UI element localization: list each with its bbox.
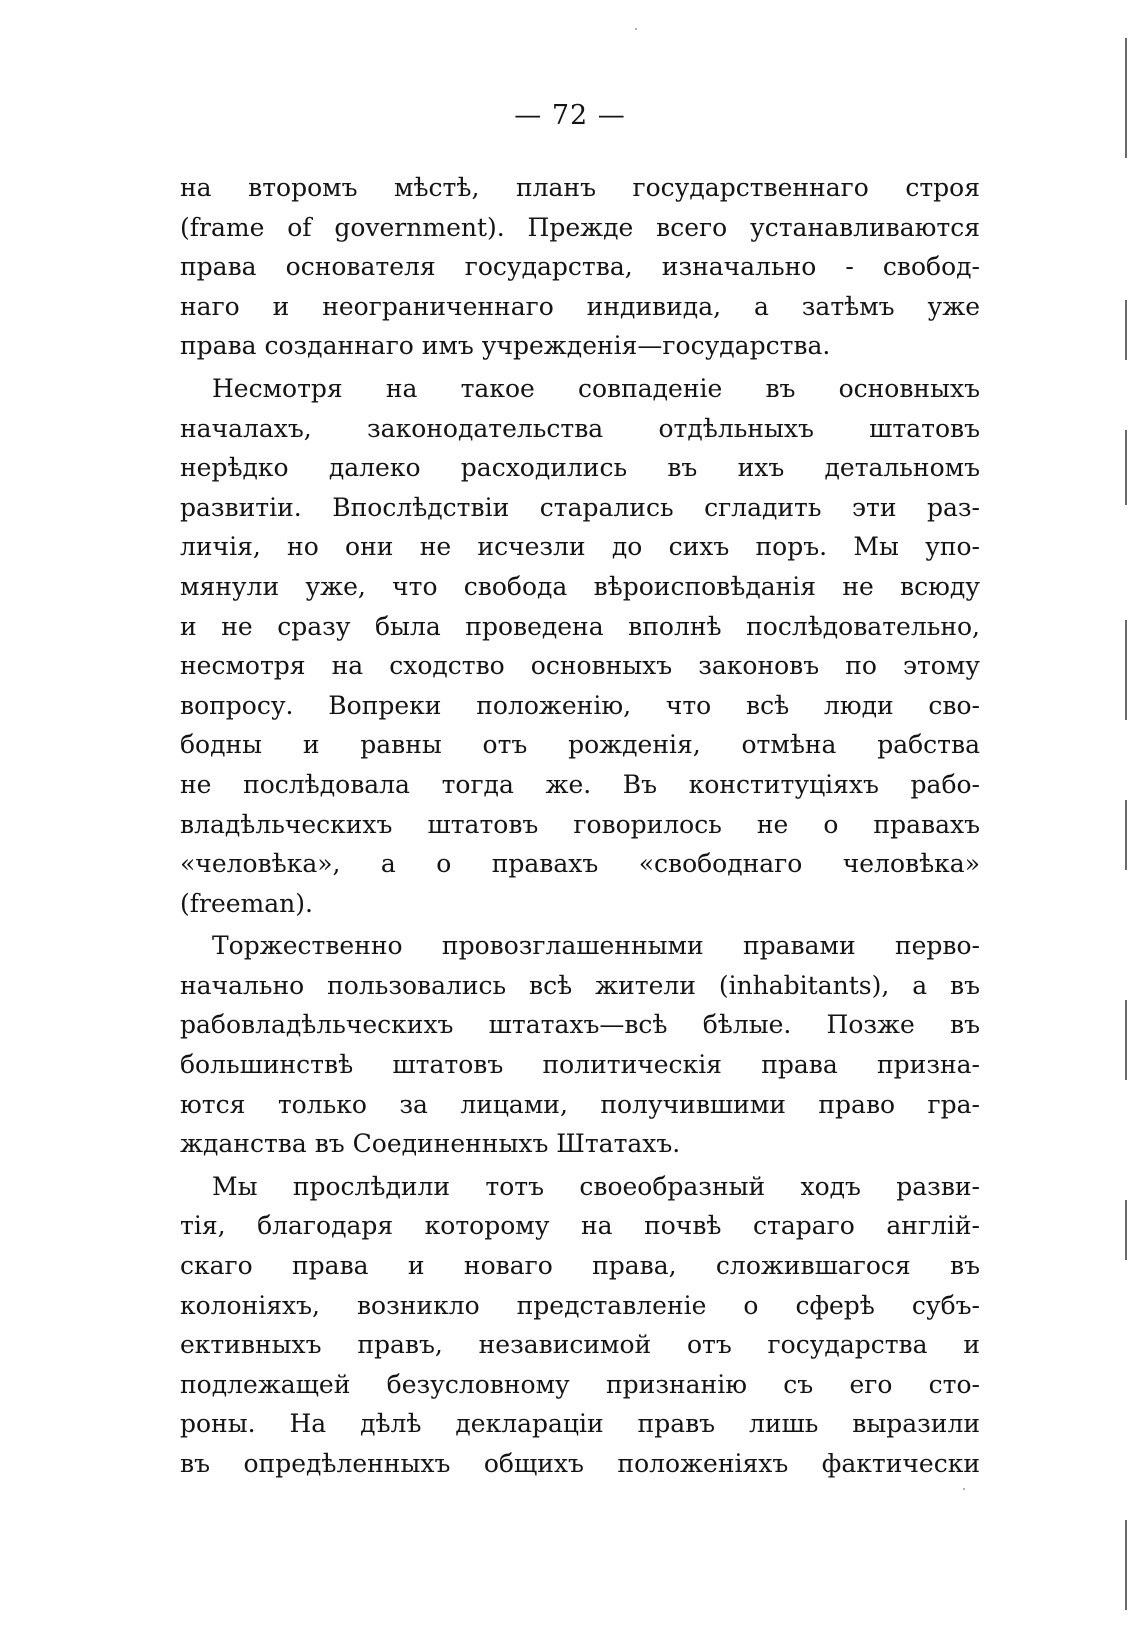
scan-edge-mark (1125, 620, 1127, 720)
text-line: Торжественно провозглашенными правами перво- (212, 931, 980, 961)
text-line: подлежащей безусловному признанію съ его сто- (180, 1369, 980, 1399)
scan-speck (635, 28, 637, 30)
text-line: ективныхъ правъ, независимой отъ государства и (180, 1330, 980, 1360)
scan-edge-mark (1125, 38, 1127, 158)
text-line: (freeman). (180, 888, 313, 918)
scan-edge-mark (1125, 430, 1127, 505)
text-line: въ опредѣленныхъ общихъ положеніяхъ фактически (180, 1449, 980, 1478)
scan-edge-mark (1125, 300, 1127, 360)
text-line: права основателя государства, изначально - свобод- (180, 252, 980, 282)
text-line: бодны и равны отъ рожденія, отмѣна рабства (180, 730, 980, 760)
text-line: роны. На дѣлѣ декларацiи правъ лишь выразили (180, 1409, 980, 1439)
text-line: «человѣка», а о правахъ «свободнаго человѣка» (180, 849, 980, 879)
text-body (180, 168, 980, 1484)
text-line: большинствѣ штатовъ политическія права призна- (180, 1050, 980, 1080)
text-line: тія, благодаря которому на почвѣ стараго англій- (180, 1211, 980, 1241)
text-line: и не сразу была проведена вполнѣ послѣдовательно, (180, 611, 980, 641)
text-line: рабовладѣльческихъ штатахъ—всѣ бѣлые. Позже въ (180, 1010, 980, 1040)
text-line: нерѣдко далеко расходились въ ихъ детальномъ (180, 453, 980, 483)
paragraph-1 (180, 168, 980, 366)
text-line: скаго права и новаго права, сложившагося въ (180, 1251, 980, 1281)
scan-edge-mark (1125, 1200, 1127, 1260)
scan-edge-mark (1125, 1000, 1127, 1080)
text-line: не послѣдовала тогда же. Въ конституціяхъ рабо- (180, 769, 980, 799)
text-line: наго и неограниченнаго индивида, а затѣмъ уже (180, 291, 980, 321)
text-line: ются только за лицами, получившими право гра- (180, 1089, 980, 1119)
text-line: владѣльческихъ штатовъ говорилось не о правахъ (180, 809, 980, 839)
paragraph-4 (180, 1167, 980, 1484)
text-line: (frame of government). Прежде всего устанавливаются (180, 212, 980, 242)
text-line: жданства въ Соединенныхъ Штатахъ. (180, 1129, 681, 1159)
text-line: несмотря на сходство основныхъ законовъ по этому (180, 651, 980, 681)
text-line: права созданнаго имъ учрежденія—государства. (180, 331, 831, 361)
text-line: Несмотря на такое совпаденіе въ основныхъ (212, 373, 980, 403)
paragraph-3 (180, 926, 980, 1164)
scan-edge-mark (1125, 1520, 1127, 1610)
text-line: вопросу. Вопреки положенію, что всѣ люди сво- (180, 690, 980, 720)
scan-edge-mark (1125, 800, 1127, 870)
text-line: колоніяхъ, возникло представленіе о сферѣ субъ- (180, 1290, 980, 1320)
text-line: развитіи. Впослѣдствіи старались сгладить эти раз- (180, 492, 980, 522)
text-line: личія, но они не исчезли до сихъ поръ. Мы упо- (180, 532, 980, 562)
text-line: Мы прослѣдили тотъ своеобразный ходъ разви- (212, 1171, 980, 1201)
text-line: начально пользовались всѣ жители (inhabitants), а въ (180, 970, 980, 1000)
paragraph-2 (180, 369, 980, 923)
scan-speck (963, 1488, 965, 1490)
page-number: — 72 — (514, 100, 626, 131)
text-line: мянули уже, что свобода вѣроисповѣданія не всюду (180, 571, 980, 601)
text-line: на второмъ мѣстѣ, планъ государственнаго строя (180, 173, 980, 202)
text-line: началахъ, законодательства отдѣльныхъ штатовъ (180, 413, 980, 443)
